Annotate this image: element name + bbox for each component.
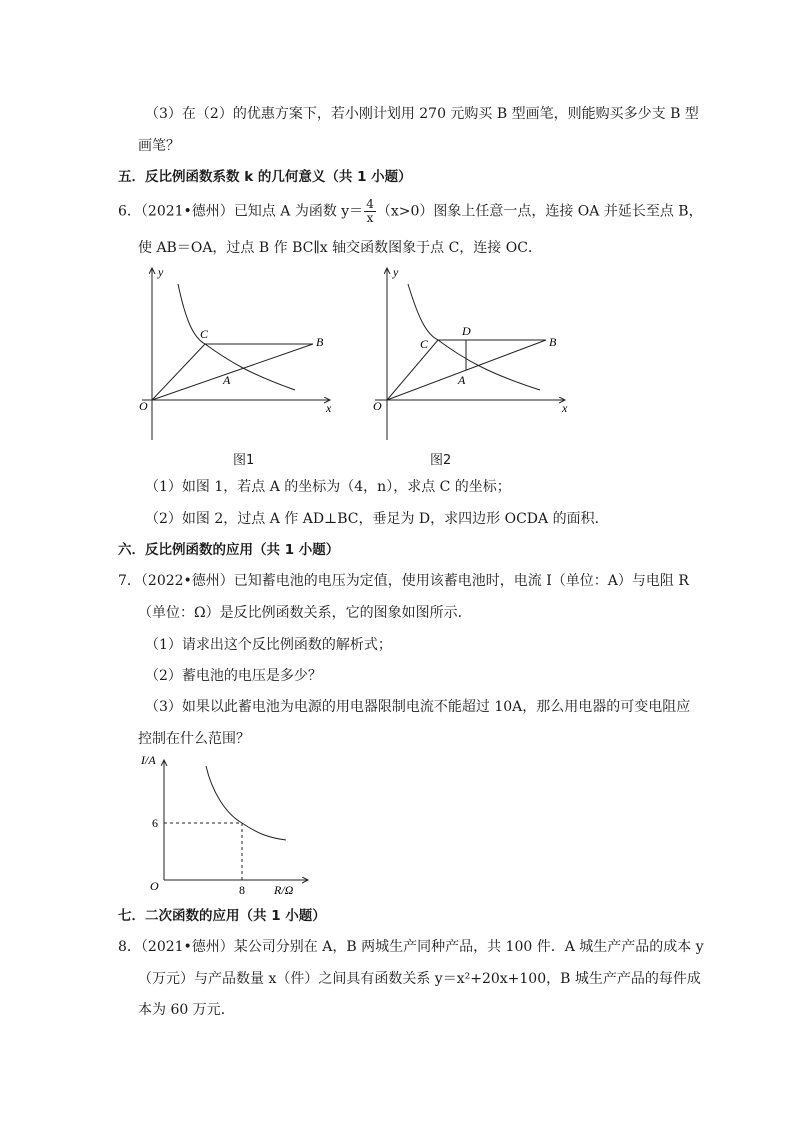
fig2-label-c: C bbox=[420, 337, 429, 351]
q6-number: 6． bbox=[118, 203, 141, 220]
q7-curve bbox=[206, 766, 286, 840]
fig1-label-a: A bbox=[223, 373, 231, 387]
q7-label-ylabel: I/A bbox=[141, 753, 156, 767]
fig1-segment-oc bbox=[152, 344, 205, 400]
fig1-segment-ob bbox=[152, 344, 313, 400]
fig2-label-y: y bbox=[393, 265, 399, 279]
section-6-title: 六．反比例函数的应用（共 1 小题） bbox=[118, 542, 340, 558]
q6-sub2: （2）如图 2，过点 A 作 AD⊥BC，垂足为 D，求四边形 OCDA 的面积． bbox=[145, 511, 609, 527]
section-5-title: 五．反比例函数系数 k 的几何意义（共 1 小题） bbox=[118, 169, 412, 185]
fig2-label-x: x bbox=[562, 401, 568, 415]
p3-line2: 画笔？ bbox=[138, 138, 180, 154]
q7-sub3-line2: 控制在什么范围？ bbox=[138, 731, 250, 747]
fig2-caption: 图2 bbox=[430, 453, 452, 468]
section-7-title: 七．二次函数的应用（共 1 小题） bbox=[118, 908, 326, 924]
fig2-label-b: B bbox=[549, 335, 557, 349]
q6-source: （2021•德州） bbox=[140, 203, 234, 220]
q6-figure-2 bbox=[360, 262, 580, 447]
q7-sub2: （2）蓄电池的电压是多少？ bbox=[145, 668, 322, 684]
fig1-label-y: y bbox=[158, 265, 164, 279]
q6-line2: 使 AB＝OA，过点 B 作 BC∥x 轴交函数图象于点 C，连接 OC． bbox=[138, 240, 542, 256]
q7-label-xlabel: R/Ω bbox=[274, 883, 294, 897]
q6-fraction bbox=[364, 198, 376, 225]
q6-sub1: （1）如图 1，若点 A 的坐标为（4，n），求点 C 的坐标； bbox=[145, 479, 511, 495]
q7-graph bbox=[138, 752, 318, 897]
fig1-label-b: B bbox=[316, 335, 324, 349]
q8-line1: 8．（2021•德州）某公司分别在 A，B 两城生产同种产品，共 100 件．A 城生产产品的成本 y bbox=[118, 939, 704, 955]
q6-frac-num: 4 bbox=[366, 197, 374, 211]
q7-tick-x: 8 bbox=[239, 883, 245, 897]
q8-line3: 本为 60 万元． bbox=[138, 1002, 235, 1018]
q6-figure-1 bbox=[130, 262, 350, 447]
fig1-label-c: C bbox=[200, 327, 209, 341]
q7-sub3-line1: （3）如果以此蓄电池为电源的用电器限制电流不能超过 10A，那么用电器的可变电阻应 bbox=[145, 699, 691, 715]
q6-text-a: 已知点 A 为函数 y＝ bbox=[233, 203, 364, 220]
p3-line1: （3）在（2）的优惠方案下，若小刚计划用 270 元购买 B 型画笔，则能购买多少支 B 型 bbox=[145, 106, 699, 122]
q7-line2: （单位：Ω）是反比例函数关系，它的图象如图所示． bbox=[138, 605, 472, 621]
fig1-caption: 图1 bbox=[233, 453, 255, 468]
q6-text-b: （x>0）图象上任意一点，连接 OA 并延长至点 B， bbox=[376, 203, 703, 220]
fig1-label-x: x bbox=[326, 401, 332, 415]
q8-line2: （万元）与产品数量 x（件）之间具有函数关系 y＝x²+20x+100，B 城生产产品的每件成 bbox=[138, 971, 701, 987]
q7-sub1: （1）请求出这个反比例函数的解析式； bbox=[145, 637, 392, 653]
fig2-label-a: A bbox=[458, 373, 466, 387]
fig1-hyperbola bbox=[178, 284, 295, 390]
fig2-label-d: D bbox=[462, 324, 471, 338]
q7-tick-y: 6 bbox=[152, 816, 158, 830]
q7-label-origin: O bbox=[150, 879, 159, 893]
q6-line1 bbox=[118, 198, 703, 225]
fig2-label-o: O bbox=[373, 399, 382, 413]
q7-line1: 7．（2022•德州）已知蓄电池的电压为定值，使用该蓄电池时，电流 I（单位：A）与电阻 R bbox=[118, 573, 689, 589]
q6-frac-den: x bbox=[366, 211, 374, 225]
fig1-label-o: O bbox=[139, 399, 148, 413]
fig2-segment-oc bbox=[387, 340, 438, 400]
